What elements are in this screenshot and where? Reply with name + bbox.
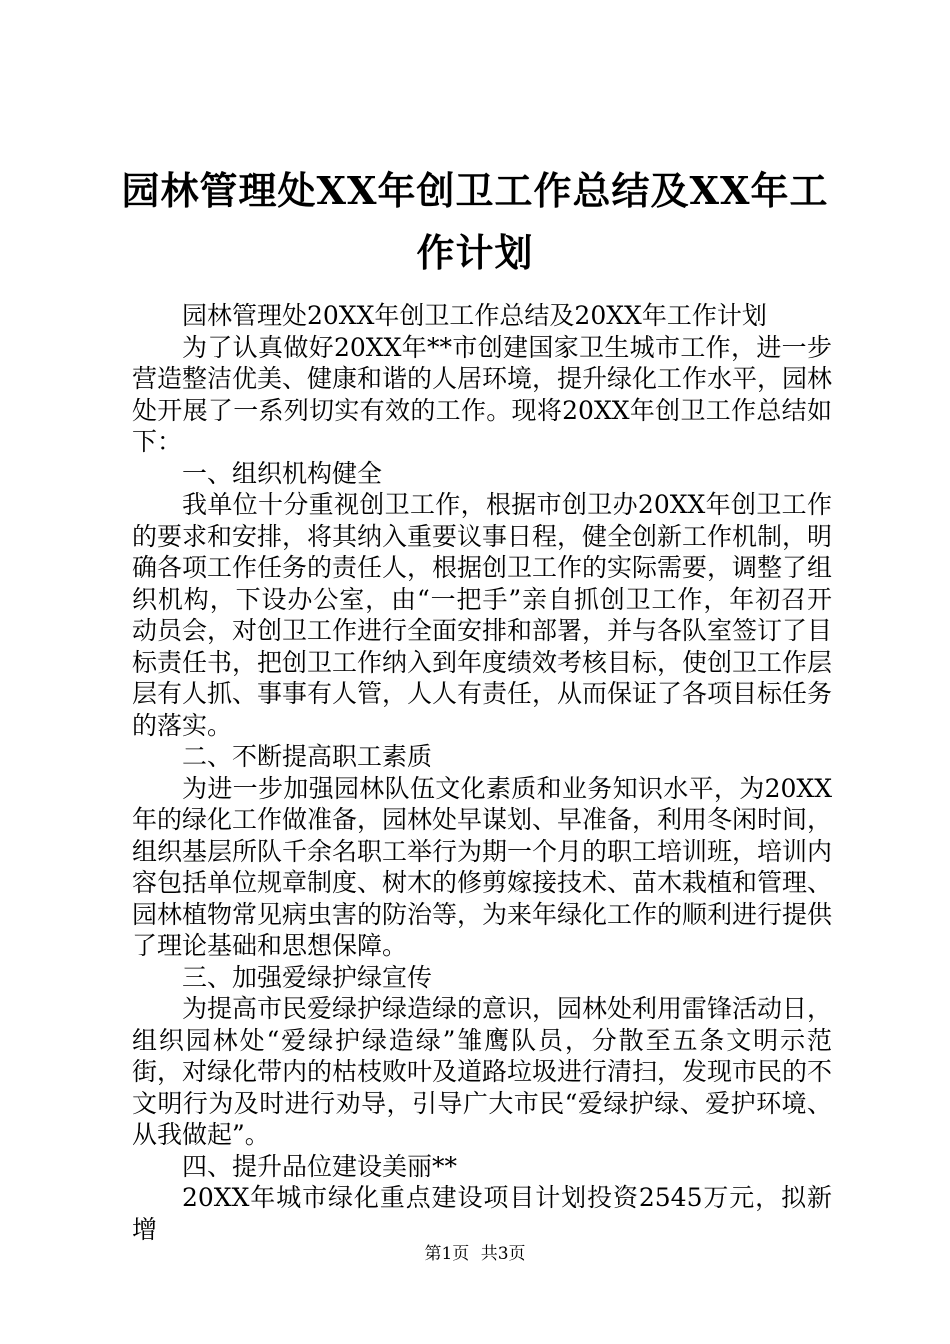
section-heading-3: 三、加强爱绿护绿宣传	[182, 962, 433, 992]
document-body	[132, 300, 832, 1245]
page-number: 第1页	[424, 1244, 470, 1264]
document-title: 园林管理处XX年创卫工作总结及XX年工作计划	[121, 168, 829, 275]
paragraph-section-3: 为提高市民爱绿护绿造绿的意识，园林处利用雷锋活动日，组织园林处“爱绿护绿造绿”雏鹰队员，分散至五条文明示范街，对绿化带内的枯枝败叶及道路垃圾进行清扫，发现市民的不文明行为及时进行劝导，引导广大市民“爱绿护绿、爱护环境、从我做起”。	[132, 994, 833, 1149]
page-total: 共3页	[480, 1244, 526, 1264]
paragraph-section-4: 20XX年城市绿化重点建设项目计划投资2545万元，拟新增	[132, 1183, 832, 1244]
paragraph-section-2: 为进一步加强园林队伍文化素质和业务知识水平，为20XX年的绿化工作做准备，园林处早谋划、早准备，利用冬闲时间，组织基层所队千余名职工举行为期一个月的职工培训班，培训内容包括单位规章制度、树木的修剪嫁接技术、苗木栽植和管理、园林植物常见病虫害的防治等，为来年绿化工作的顺利进行提供了理论基础和思想保障。	[132, 773, 833, 960]
section-heading-2: 二、不断提高职工素质	[182, 742, 433, 771]
paragraph-subtitle: 园林管理处20XX年创卫工作总结及20XX年工作计划	[182, 301, 767, 330]
paragraph-intro: 为了认真做好20XX年**市创建国家卫生城市工作，进一步营造整洁优美、健康和谐的人居环境，提升绿化工作水平，园林处开展了一系列切实有效的工作。现将20XX年创卫工作总结如下：	[132, 332, 833, 456]
page-footer	[0, 1244, 950, 1264]
section-heading-4: 四、提升品位建设美丽**	[182, 1151, 458, 1181]
section-heading-1: 一、组织机构健全	[182, 458, 383, 488]
paragraph-section-1: 我单位十分重视创卫工作，根据市创卫办20XX年创卫工作的要求和安排，将其纳入重要议事日程，健全创新工作机制，明确各项工作任务的责任人，根据创卫工作的实际需要，调整了组织机构，下设办公室，由“一把手”亲自抓创卫工作，年初召开动员会，对创卫工作进行全面安排和部署，并与各队室签订了目标责任书，把创卫工作纳入到年度绩效考核目标，使创卫工作层层有人抓、事事有人管，人人有责任，从而保证了各项目标任务的落实。	[132, 490, 833, 740]
